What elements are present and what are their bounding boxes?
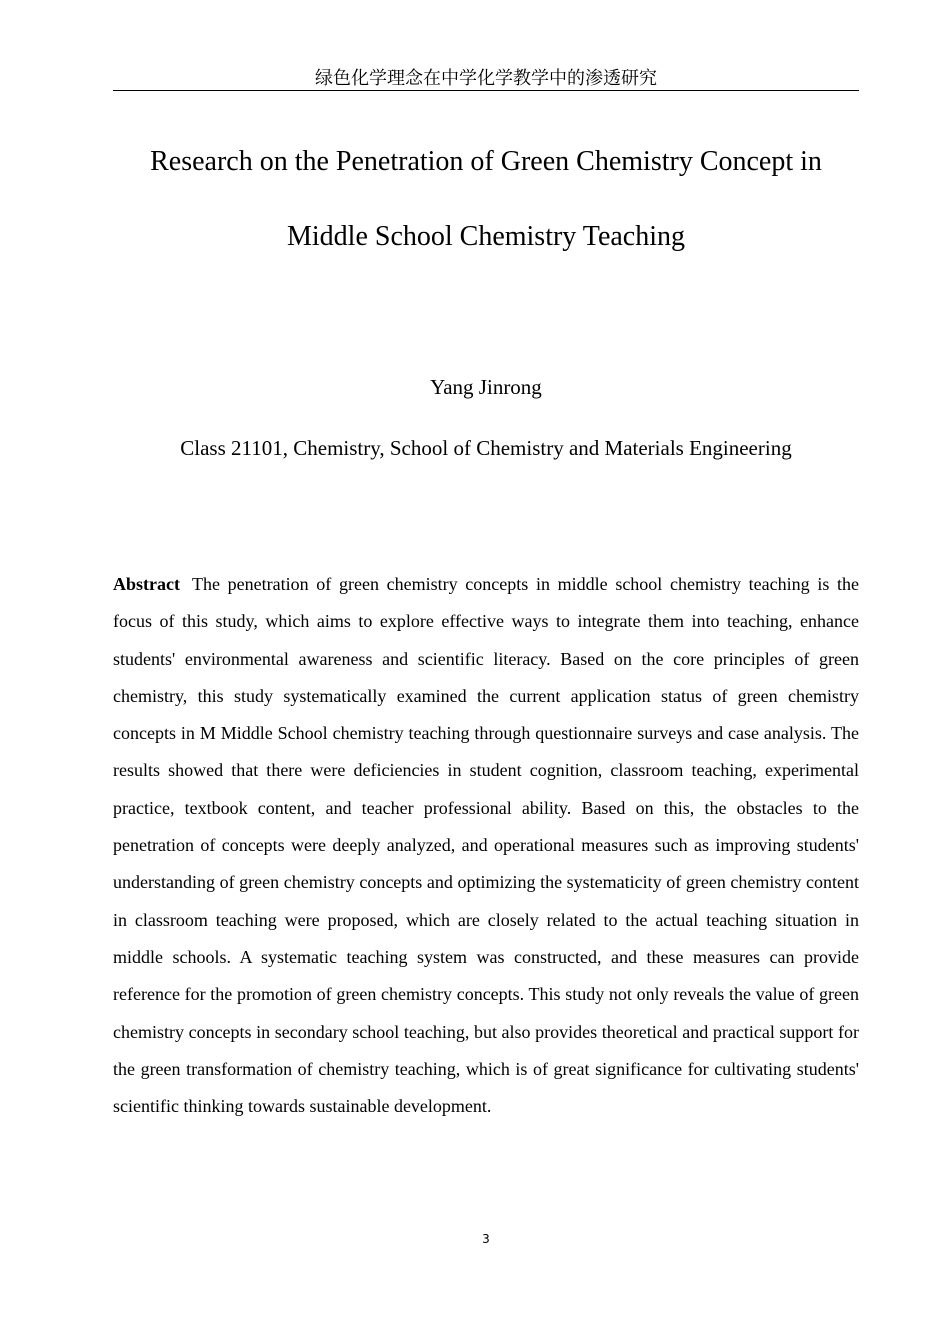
paper-title-line-2: Middle School Chemistry Teaching [286, 221, 686, 252]
running-header: 绿色化学理念在中学化学教学中的渗透研究 [315, 68, 657, 89]
page-number: 3 [482, 1232, 490, 1246]
paper-title-line-1: Research on the Penetration of Green Chemistry Concept in [150, 146, 822, 177]
abstract-label: Abstract [113, 574, 180, 594]
author-name: Yang Jinrong [430, 375, 542, 399]
abstract [113, 566, 859, 1125]
abstract-body: The penetration of green chemistry concepts in middle school chemistry teaching is the focus of this study, which aims to explore effective ways to integrate them into teaching, enhance students' environmental awareness and scientific literacy. Based on the core principles of green chemistry, this study systematically examined the current application status of green chemistry concepts in M Middle School chemistry teaching through questionnaire surveys and case analysis. The results showed that there were deficiencies in student cognition, classroom teaching, experimental practice, textbook content, and teacher professional ability. Based on this, the obstacles to the penetration of concepts were deeply analyzed, and operational measures such as improving students' understanding of green chemistry concepts and optimizing the systematicity of green chemistry content in classroom teaching were proposed, which are closely related to the actual teaching situation in middle schools. A systematic teaching system was constructed, and these measures can provide reference for the promotion of green chemistry concepts. This study not only reveals the value of green chemistry concepts in secondary school teaching, but also provides theoretical and practical support for the green transformation of chemistry teaching, which is of great significance for cultivating students' scientific thinking towards sustainable development. [113, 574, 859, 1117]
header-rule [113, 90, 859, 91]
author-affiliation: Class 21101, Chemistry, School of Chemistry and Materials Engineering [180, 436, 792, 460]
